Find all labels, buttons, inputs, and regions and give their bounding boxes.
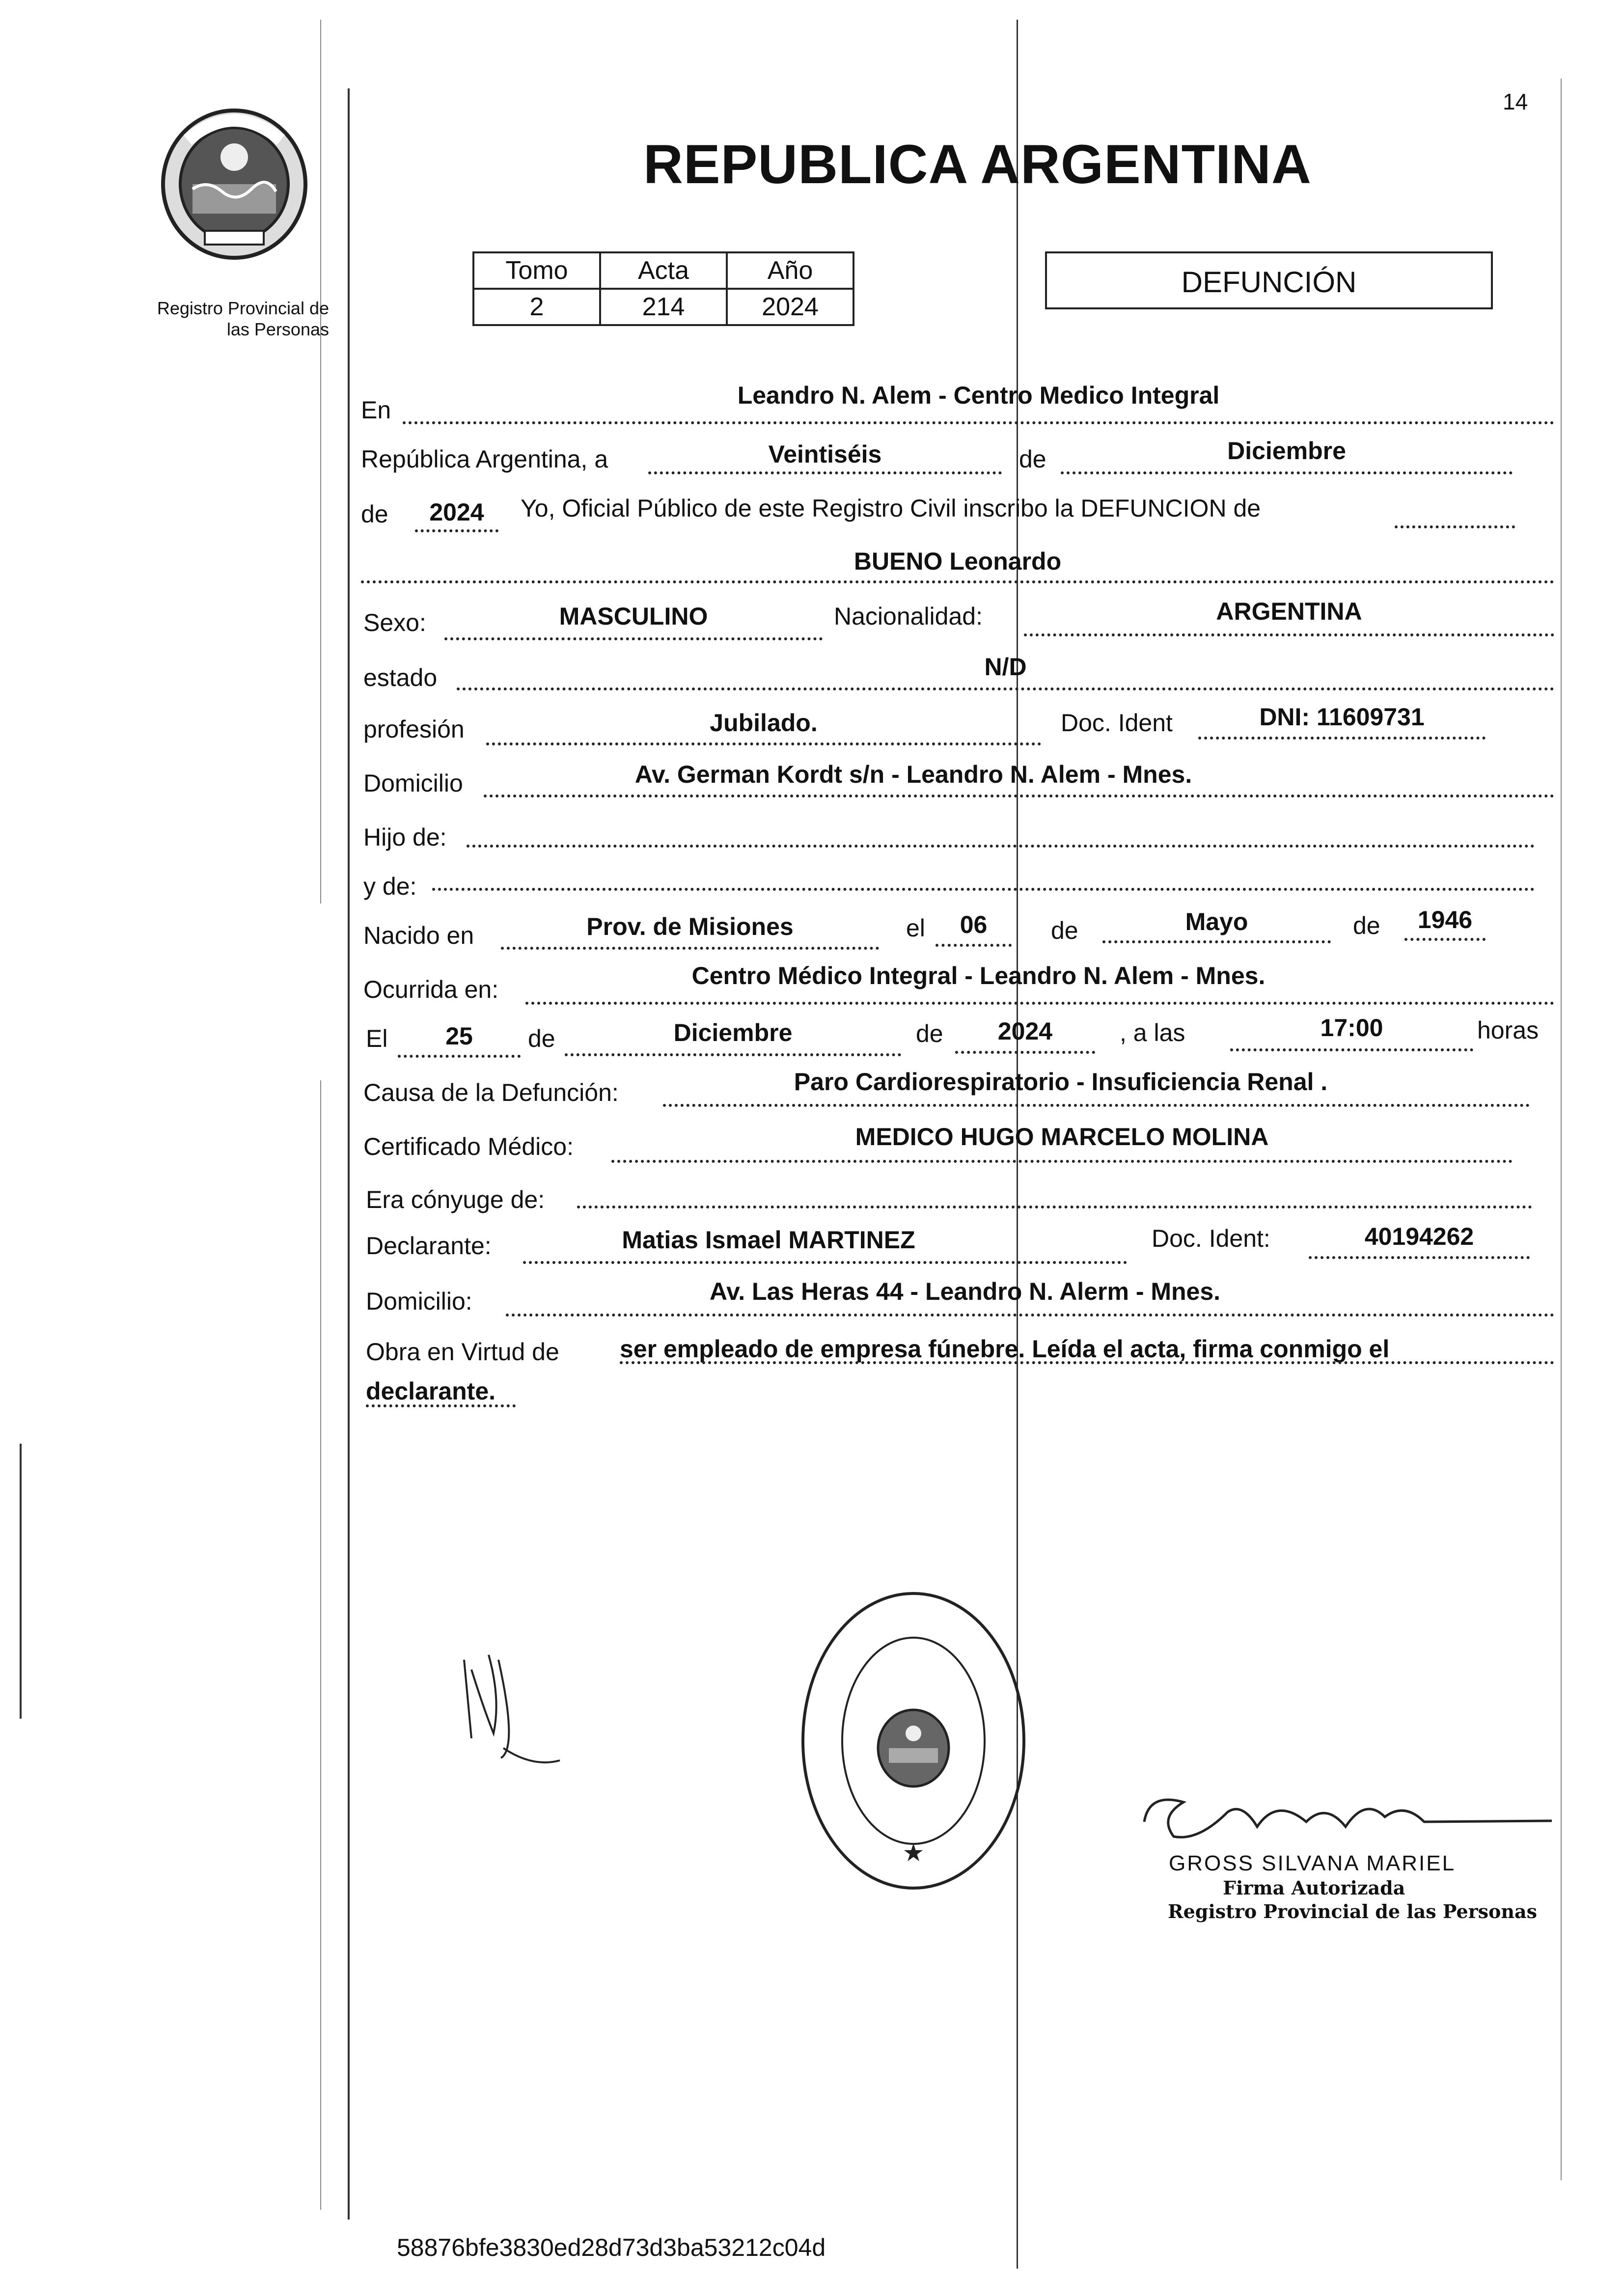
field-line xyxy=(361,580,1554,583)
hijo-label: Hijo de: xyxy=(363,823,447,851)
sexo-value: MASCULINO xyxy=(559,603,708,630)
declarante-label: Declarante: xyxy=(366,1232,492,1260)
nacionalidad-label: Nacionalidad: xyxy=(834,603,983,630)
year-value: 2024 xyxy=(429,498,484,526)
el-label: el xyxy=(906,914,925,942)
table-value-anio: 2024 xyxy=(727,289,853,325)
nacionalidad-value: ARGENTINA xyxy=(1216,598,1362,625)
signatory-role: Firma Autorizada xyxy=(1223,1877,1405,1899)
cert-label: Certificado Médico: xyxy=(363,1133,574,1160)
document-right-border xyxy=(1561,79,1562,2180)
obra-value-line1: ser empleado de empresa fúnebre. Leída el acta, firma conmigo el xyxy=(620,1335,1390,1363)
declarant-signature xyxy=(454,1640,567,1778)
field-line xyxy=(663,1104,1530,1107)
death-month-value: Diciembre xyxy=(673,1019,793,1046)
birth-day-value: 06 xyxy=(960,911,988,938)
field-line xyxy=(1024,633,1554,636)
deceased-name-value: BUENO Leonardo xyxy=(853,548,1062,575)
field-line xyxy=(1395,525,1515,528)
authorized-signature xyxy=(1129,1783,1562,1851)
oficial-text: Yo, Oficial Público de este Registro Civil inscribo la DEFUNCION de xyxy=(521,494,1261,522)
causa-value: Paro Cardiorespiratorio - Insuficiencia Renal . xyxy=(794,1068,1328,1096)
field-line xyxy=(484,795,1554,797)
act-type-box: DEFUNCIÓN xyxy=(1045,251,1493,309)
conyuge-label: Era cónyuge de: xyxy=(366,1186,545,1213)
field-line xyxy=(577,1206,1532,1208)
field-line xyxy=(403,421,1554,424)
page-title: REPUBLICA ARGENTINA xyxy=(643,134,1312,195)
field-line xyxy=(955,1051,1095,1054)
ocurrida-label: Ocurrida en: xyxy=(363,976,499,1003)
document-hash: 58876bfe3830ed28d73d3ba53212c04d xyxy=(397,2234,826,2261)
registry-label xyxy=(123,298,329,340)
field-line xyxy=(1230,1048,1473,1051)
table-header-anio: Año xyxy=(727,252,853,289)
page-number: 14 xyxy=(1503,89,1528,114)
field-line xyxy=(523,1261,1127,1264)
signatory-name: GROSS SILVANA MARIEL xyxy=(1169,1851,1456,1875)
field-line xyxy=(506,1314,1554,1317)
registry-line1: Registro Provincial de xyxy=(157,298,329,318)
field-line xyxy=(565,1053,901,1056)
obra-label: Obra en Virtud de xyxy=(366,1338,559,1366)
de3-label: de xyxy=(1353,912,1380,939)
year-label: de xyxy=(361,500,388,528)
field-line xyxy=(525,1002,1554,1005)
estado-label: estado xyxy=(363,664,438,691)
de-label: de xyxy=(1019,445,1046,473)
nacido-label: Nacido en xyxy=(363,922,474,949)
field-line xyxy=(611,1160,1513,1163)
scan-edge-line xyxy=(20,1444,22,1719)
document-left-border xyxy=(348,88,350,2220)
republica-label: República Argentina, a xyxy=(361,445,608,473)
doc2-label: Doc. Ident: xyxy=(1152,1225,1270,1252)
record-table xyxy=(472,251,854,326)
domicilio2-value: Av. Las Heras 44 - Leandro N. Alerm - Mnes. xyxy=(709,1278,1221,1305)
en-label: En xyxy=(361,396,391,424)
death-time-value: 17:00 xyxy=(1320,1014,1383,1042)
birth-month-value: Mayo xyxy=(1185,908,1248,935)
field-line xyxy=(444,637,823,640)
domicilio-value: Av. German Kordt s/n - Leandro N. Alem - Mnes. xyxy=(634,761,1192,788)
signatory-office: Registro Provincial de las Personas xyxy=(1168,1900,1538,1922)
field-line xyxy=(620,1361,1554,1364)
field-line xyxy=(457,687,1554,690)
table-header-tomo: Tomo xyxy=(473,252,600,289)
field-line xyxy=(1198,737,1486,740)
day-value: Veintiséis xyxy=(768,440,882,468)
field-line xyxy=(1309,1256,1530,1259)
death-year-value: 2024 xyxy=(997,1017,1053,1045)
cert-value: MEDICO HUGO MARCELO MOLINA xyxy=(855,1123,1269,1151)
el2-label: El xyxy=(366,1025,388,1052)
month-value: Diciembre xyxy=(1227,437,1346,465)
field-line xyxy=(1061,471,1513,474)
doc-value: DNI: 11609731 xyxy=(1259,703,1425,731)
alas-label: , a las xyxy=(1120,1019,1185,1046)
field-line xyxy=(501,947,879,950)
de4-label: de xyxy=(528,1025,555,1052)
causa-label: Causa de la Defunción: xyxy=(363,1079,619,1106)
nacido-value: Prov. de Misiones xyxy=(586,913,794,940)
field-line xyxy=(936,944,1012,947)
estado-value: N/D xyxy=(984,653,1027,681)
table-header-acta: Acta xyxy=(600,252,727,289)
doc-label: Doc. Ident xyxy=(1061,709,1173,737)
domicilio-label: Domicilio xyxy=(363,769,463,797)
province-logo xyxy=(158,106,310,263)
field-line xyxy=(398,1055,521,1058)
doc2-value: 40194262 xyxy=(1364,1223,1474,1250)
place-value: Leandro N. Alem - Centro Medico Integral xyxy=(737,382,1220,409)
field-line xyxy=(415,529,498,532)
field-line xyxy=(1102,940,1331,943)
table-value-tomo: 2 xyxy=(473,289,600,325)
field-line xyxy=(648,471,1002,474)
domicilio2-label: Domicilio: xyxy=(366,1288,472,1315)
obra-value-line2: declarante. xyxy=(366,1377,496,1405)
de5-label: de xyxy=(916,1020,943,1047)
table-value-acta: 214 xyxy=(600,289,727,325)
field-line xyxy=(467,845,1535,848)
profesion-value: Jubilado. xyxy=(710,709,818,737)
scan-margin-line xyxy=(320,1080,321,2210)
yde-label: y de: xyxy=(363,873,417,900)
birth-year-value: 1946 xyxy=(1417,906,1473,933)
horas-label: horas xyxy=(1477,1016,1539,1044)
declarante-value: Matias Ismael MARTINEZ xyxy=(622,1226,915,1254)
field-line xyxy=(366,1404,516,1407)
field-line xyxy=(432,888,1535,891)
profesion-label: profesión xyxy=(363,715,465,743)
de2-label: de xyxy=(1051,917,1078,944)
svg-text:★: ★ xyxy=(902,1838,925,1867)
registry-line2: las Personas xyxy=(226,319,329,340)
field-line xyxy=(486,742,1041,745)
sexo-label: Sexo: xyxy=(363,609,426,636)
official-stamp xyxy=(796,1586,1031,1895)
field-line xyxy=(1404,938,1486,941)
ocurrida-value: Centro Médico Integral - Leandro N. Alem - Mnes. xyxy=(691,962,1266,989)
death-day-value: 25 xyxy=(445,1022,473,1050)
scan-margin-line xyxy=(320,20,321,904)
